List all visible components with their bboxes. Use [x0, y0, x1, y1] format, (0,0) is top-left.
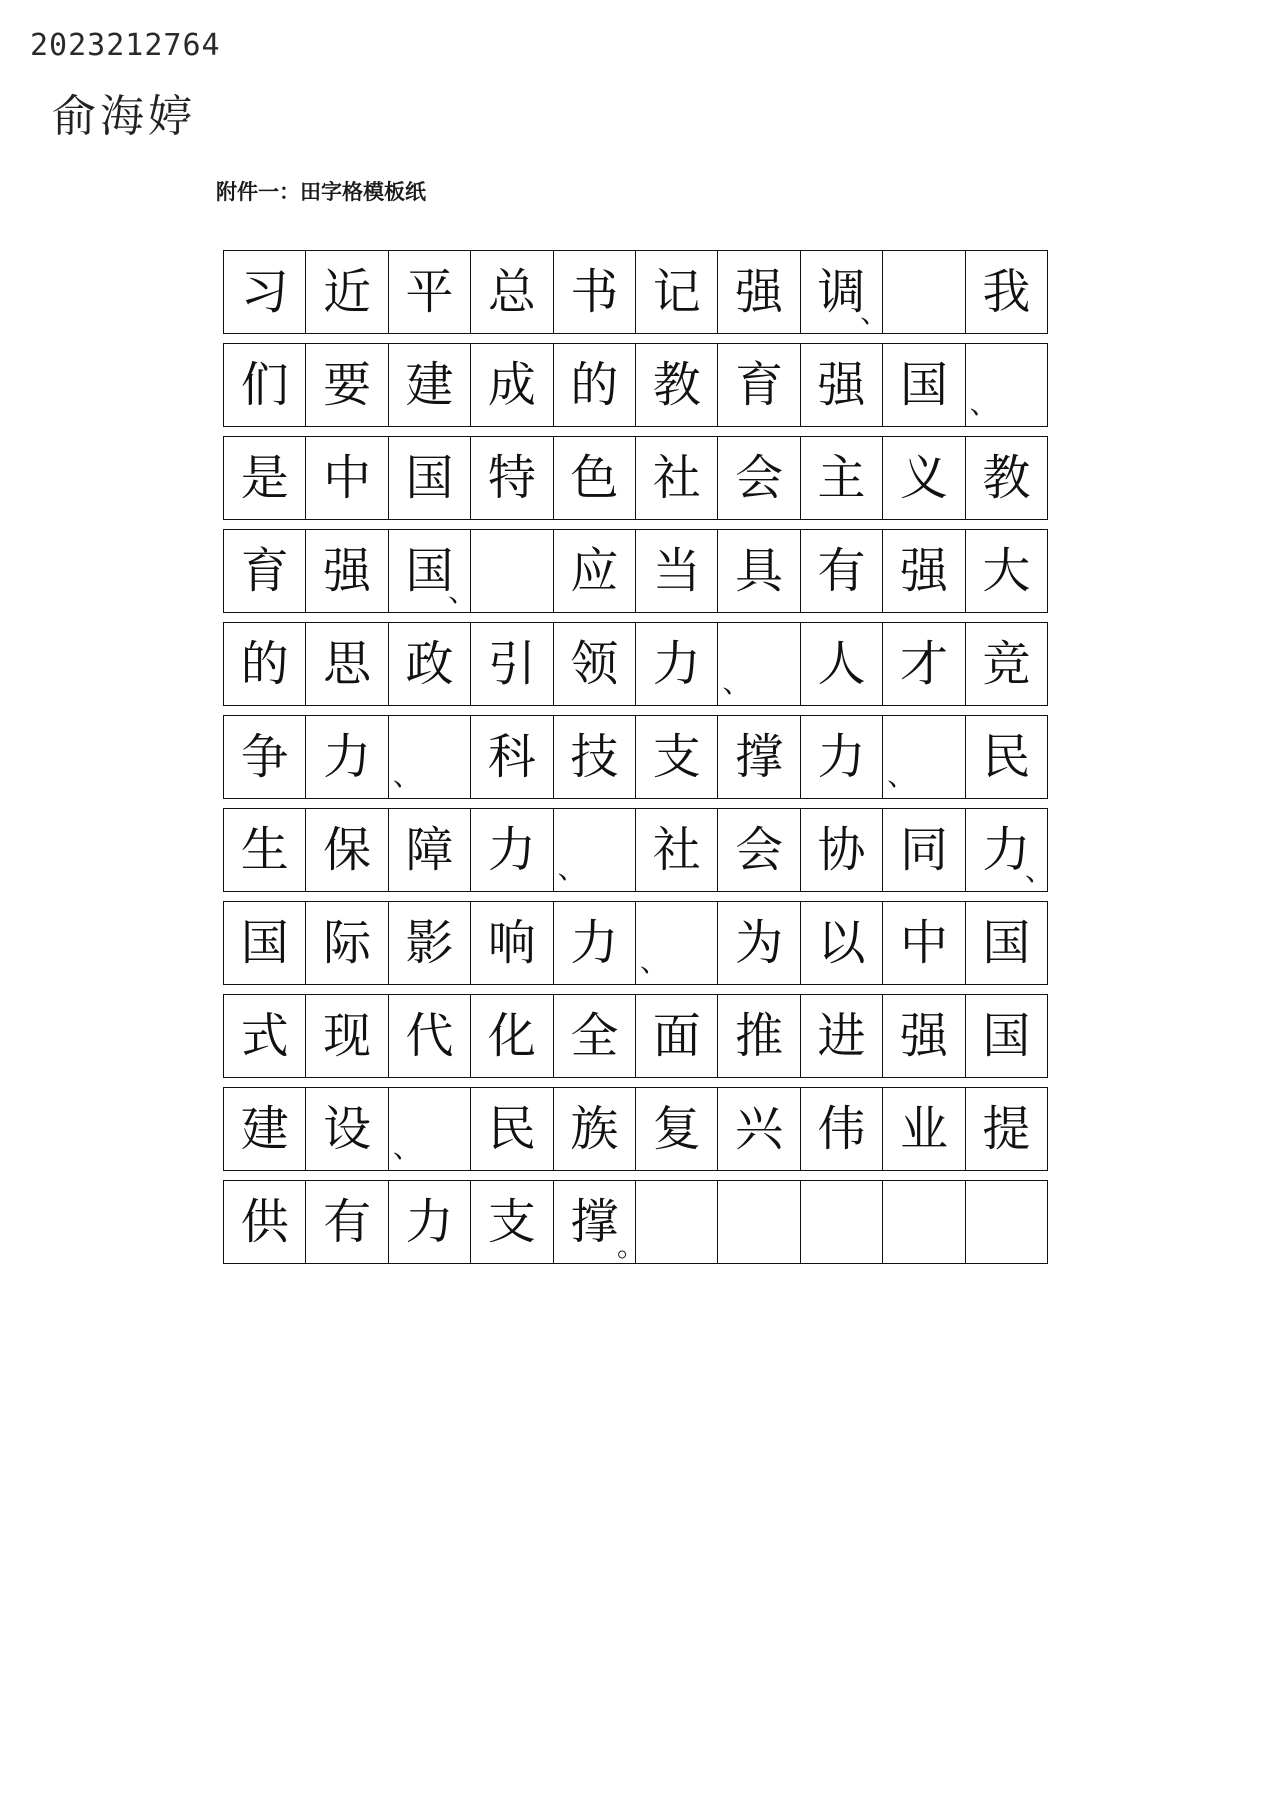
grid-row	[223, 343, 1048, 427]
handwritten-character: 面	[652, 1008, 701, 1064]
grid-cell	[966, 1087, 1048, 1171]
grid-cell	[718, 436, 800, 520]
handwritten-character: 中	[899, 915, 948, 971]
grid-cell	[224, 250, 306, 334]
punctuation-mark: 、	[557, 852, 586, 885]
grid-cell	[801, 1087, 883, 1171]
grid-cell	[471, 715, 553, 799]
handwritten-character: 会	[735, 450, 784, 506]
grid-row	[223, 901, 1048, 985]
grid-cell	[636, 994, 718, 1078]
punctuation-mark: 、	[969, 387, 998, 420]
grid-cell	[554, 436, 636, 520]
handwritten-character: 际	[323, 915, 372, 971]
handwritten-character: 支	[487, 1194, 536, 1250]
handwritten-character: 力	[323, 729, 372, 785]
grid-cell	[718, 901, 800, 985]
grid-row	[223, 436, 1048, 520]
handwritten-character: 才	[899, 636, 948, 692]
handwritten-character: 色	[570, 450, 619, 506]
handwritten-character: 影	[405, 915, 454, 971]
grid-cell	[224, 901, 306, 985]
grid-row	[223, 715, 1048, 799]
punctuation-mark: 、	[1025, 854, 1054, 887]
handwritten-character: 人	[817, 636, 866, 692]
handwritten-character: 中	[323, 450, 372, 506]
handwritten-character: 力	[982, 822, 1031, 878]
grid-row	[223, 808, 1054, 892]
grid-cell	[636, 901, 718, 985]
handwritten-character: 生	[240, 822, 289, 878]
handwritten-character: 习	[240, 264, 289, 320]
grid-cell	[224, 622, 306, 706]
grid-cell	[389, 436, 471, 520]
handwritten-character: 协	[817, 822, 866, 878]
grid-cell	[966, 436, 1048, 520]
handwritten-character: 以	[817, 915, 866, 971]
handwritten-character: 国	[899, 357, 948, 413]
grid-cell	[966, 622, 1048, 706]
handwritten-character: 式	[240, 1008, 289, 1064]
grid-cell	[389, 715, 471, 799]
handwritten-character: 业	[899, 1101, 948, 1157]
tianzige-grid	[223, 250, 1054, 1273]
grid-cell	[471, 1180, 553, 1264]
grid-cell	[966, 1180, 1048, 1264]
handwritten-character: 近	[323, 264, 372, 320]
punctuation-mark: 。	[617, 1230, 646, 1263]
grid-cell	[554, 1087, 636, 1171]
grid-cell	[306, 250, 388, 334]
grid-cell	[636, 1087, 718, 1171]
grid-cell	[883, 250, 965, 334]
grid-cell	[389, 250, 471, 334]
grid-cell	[883, 808, 965, 892]
handwritten-character: 记	[652, 264, 701, 320]
grid-cell	[554, 343, 636, 427]
handwritten-character: 力	[570, 915, 619, 971]
grid-cell	[883, 343, 965, 427]
grid-cell	[718, 1180, 800, 1264]
handwritten-character: 民	[982, 729, 1031, 785]
handwritten-character: 义	[899, 450, 948, 506]
grid-cell	[554, 808, 636, 892]
punctuation-mark: 、	[392, 759, 421, 792]
grid-cell	[801, 343, 883, 427]
handwritten-character: 成	[487, 357, 536, 413]
grid-row	[223, 1087, 1048, 1171]
page-title: 附件一：田字格模板纸	[216, 180, 426, 204]
grid-cell	[801, 622, 883, 706]
handwritten-character: 撑	[570, 1194, 619, 1250]
handwritten-character: 大	[982, 543, 1031, 599]
handwritten-character: 政	[405, 636, 454, 692]
handwritten-character: 现	[323, 1008, 372, 1064]
grid-cell	[801, 901, 883, 985]
grid-cell	[306, 1087, 388, 1171]
grid-row	[223, 622, 1048, 706]
handwritten-character: 主	[817, 450, 866, 506]
grid-cell	[883, 994, 965, 1078]
handwritten-character: 全	[570, 1008, 619, 1064]
grid-cell	[718, 715, 800, 799]
grid-cell	[471, 901, 553, 985]
handwritten-character: 特	[487, 450, 536, 506]
grid-cell	[306, 622, 388, 706]
handwritten-character: 技	[570, 729, 619, 785]
grid-cell	[718, 1087, 800, 1171]
grid-cell	[636, 343, 718, 427]
grid-cell	[389, 343, 471, 427]
grid-cell	[389, 1087, 471, 1171]
handwritten-character: 争	[240, 729, 289, 785]
handwritten-character: 育	[735, 357, 784, 413]
grid-cell	[389, 994, 471, 1078]
grid-cell	[636, 1180, 718, 1264]
grid-cell	[636, 622, 718, 706]
handwritten-character: 障	[405, 822, 454, 878]
grid-cell	[306, 343, 388, 427]
handwritten-character: 引	[487, 636, 536, 692]
handwritten-character: 是	[240, 450, 289, 506]
handwritten-character: 供	[240, 1194, 289, 1250]
handwritten-character: 教	[982, 450, 1031, 506]
grid-cell	[471, 808, 553, 892]
grid-cell	[636, 808, 718, 892]
grid-cell	[636, 250, 718, 334]
grid-cell	[389, 529, 477, 613]
handwritten-character: 当	[652, 543, 701, 599]
handwritten-character: 民	[487, 1101, 536, 1157]
handwritten-character: 国	[405, 543, 454, 599]
handwritten-character: 国	[982, 915, 1031, 971]
handwritten-character: 强	[735, 264, 784, 320]
grid-cell	[801, 994, 883, 1078]
grid-cell	[883, 1180, 965, 1264]
handwritten-character: 力	[817, 729, 866, 785]
handwritten-character: 调	[817, 264, 866, 320]
handwritten-character: 保	[323, 822, 372, 878]
handwritten-character: 的	[240, 636, 289, 692]
grid-cell	[224, 808, 306, 892]
grid-cell	[718, 343, 800, 427]
handwritten-character: 响	[487, 915, 536, 971]
grid-cell	[636, 529, 718, 613]
grid-cell	[718, 529, 800, 613]
grid-cell	[554, 622, 636, 706]
handwritten-character: 国	[240, 915, 289, 971]
handwritten-character: 撑	[735, 729, 784, 785]
punctuation-mark: 、	[722, 666, 751, 699]
grid-cell	[224, 1087, 306, 1171]
handwritten-character: 有	[323, 1194, 372, 1250]
grid-cell	[306, 715, 388, 799]
grid-cell	[389, 808, 471, 892]
grid-cell	[966, 901, 1048, 985]
handwritten-character: 代	[405, 1008, 454, 1064]
grid-cell	[224, 529, 306, 613]
handwritten-character: 进	[817, 1008, 866, 1064]
handwritten-character: 国	[405, 450, 454, 506]
grid-cell	[224, 994, 306, 1078]
grid-cell	[718, 622, 800, 706]
handwritten-character: 应	[570, 543, 619, 599]
handwritten-character: 推	[735, 1008, 784, 1064]
handwritten-character: 思	[323, 636, 372, 692]
handwritten-character: 社	[652, 822, 701, 878]
handwritten-character: 支	[652, 729, 701, 785]
grid-cell	[966, 808, 1054, 892]
handwritten-character: 为	[735, 915, 784, 971]
grid-cell	[636, 436, 718, 520]
grid-row	[223, 529, 1048, 613]
grid-cell	[554, 994, 636, 1078]
punctuation-mark: 、	[860, 296, 889, 329]
grid-cell	[718, 808, 800, 892]
grid-cell	[966, 529, 1048, 613]
grid-cell	[306, 1180, 388, 1264]
handwritten-character: 建	[240, 1101, 289, 1157]
handwritten-character: 强	[899, 1008, 948, 1064]
grid-cell	[554, 250, 636, 334]
handwritten-character: 要	[323, 357, 372, 413]
handwritten-character: 同	[899, 822, 948, 878]
grid-cell	[554, 529, 636, 613]
handwritten-character: 会	[735, 822, 784, 878]
grid-row	[223, 1180, 1048, 1264]
student-id: 2023212764	[30, 28, 221, 63]
handwritten-character: 们	[240, 357, 289, 413]
handwritten-character: 书	[570, 264, 619, 320]
handwritten-character: 复	[652, 1101, 701, 1157]
handwritten-character: 化	[487, 1008, 536, 1064]
grid-cell	[718, 994, 800, 1078]
handwritten-character: 领	[570, 636, 619, 692]
handwritten-character: 国	[982, 1008, 1031, 1064]
grid-cell	[966, 715, 1048, 799]
grid-cell	[966, 343, 1048, 427]
handwritten-character: 教	[652, 357, 701, 413]
grid-cell	[966, 994, 1048, 1078]
handwritten-character: 力	[487, 822, 536, 878]
handwritten-character: 力	[405, 1194, 454, 1250]
grid-cell	[554, 901, 636, 985]
handwritten-character: 提	[982, 1101, 1031, 1157]
grid-cell	[554, 715, 636, 799]
grid-cell	[801, 808, 883, 892]
grid-cell	[883, 436, 965, 520]
grid-cell	[224, 715, 306, 799]
grid-cell	[554, 1180, 646, 1264]
grid-cell	[718, 250, 800, 334]
grid-cell	[306, 901, 388, 985]
grid-cell	[471, 1087, 553, 1171]
grid-cell	[389, 901, 471, 985]
handwritten-character: 的	[570, 357, 619, 413]
grid-cell	[801, 529, 883, 613]
grid-cell	[471, 343, 553, 427]
grid-cell	[306, 436, 388, 520]
grid-cell	[883, 529, 965, 613]
handwritten-character: 设	[323, 1101, 372, 1157]
handwritten-character: 社	[652, 450, 701, 506]
grid-cell	[224, 436, 306, 520]
handwritten-character: 强	[817, 357, 866, 413]
grid-cell	[883, 715, 965, 799]
handwritten-character: 科	[487, 729, 536, 785]
grid-cell	[883, 622, 965, 706]
grid-row	[223, 994, 1048, 1078]
grid-cell	[471, 529, 553, 613]
student-name: 俞海婷	[52, 91, 196, 142]
grid-cell	[306, 808, 388, 892]
grid-cell	[471, 250, 553, 334]
handwritten-character: 力	[652, 636, 701, 692]
handwritten-character: 我	[982, 264, 1031, 320]
grid-cell	[224, 1180, 306, 1264]
punctuation-mark: 、	[640, 945, 669, 978]
handwritten-character: 育	[240, 543, 289, 599]
handwritten-character: 兴	[735, 1101, 784, 1157]
grid-cell	[801, 436, 883, 520]
grid-row	[223, 250, 1048, 334]
handwritten-character: 总	[487, 264, 536, 320]
grid-cell	[801, 715, 883, 799]
handwritten-character: 有	[817, 543, 866, 599]
handwritten-character: 族	[570, 1101, 619, 1157]
grid-cell	[883, 1087, 965, 1171]
handwritten-character: 具	[735, 543, 784, 599]
grid-cell	[801, 250, 889, 334]
grid-cell	[471, 436, 553, 520]
grid-cell	[636, 715, 718, 799]
punctuation-mark: 、	[887, 759, 916, 792]
handwritten-character: 建	[405, 357, 454, 413]
handwritten-character: 强	[323, 543, 372, 599]
grid-cell	[966, 250, 1048, 334]
grid-cell	[224, 343, 306, 427]
handwritten-character: 强	[899, 543, 948, 599]
handwritten-character: 伟	[817, 1101, 866, 1157]
grid-cell	[471, 994, 553, 1078]
punctuation-mark: 、	[448, 575, 477, 608]
grid-cell	[883, 901, 965, 985]
handwritten-character: 竞	[982, 636, 1031, 692]
grid-cell	[471, 622, 553, 706]
grid-cell	[389, 622, 471, 706]
punctuation-mark: 、	[392, 1131, 421, 1164]
grid-cell	[306, 994, 388, 1078]
grid-cell	[801, 1180, 883, 1264]
grid-cell	[389, 1180, 471, 1264]
handwritten-character: 平	[405, 264, 454, 320]
grid-cell	[306, 529, 388, 613]
